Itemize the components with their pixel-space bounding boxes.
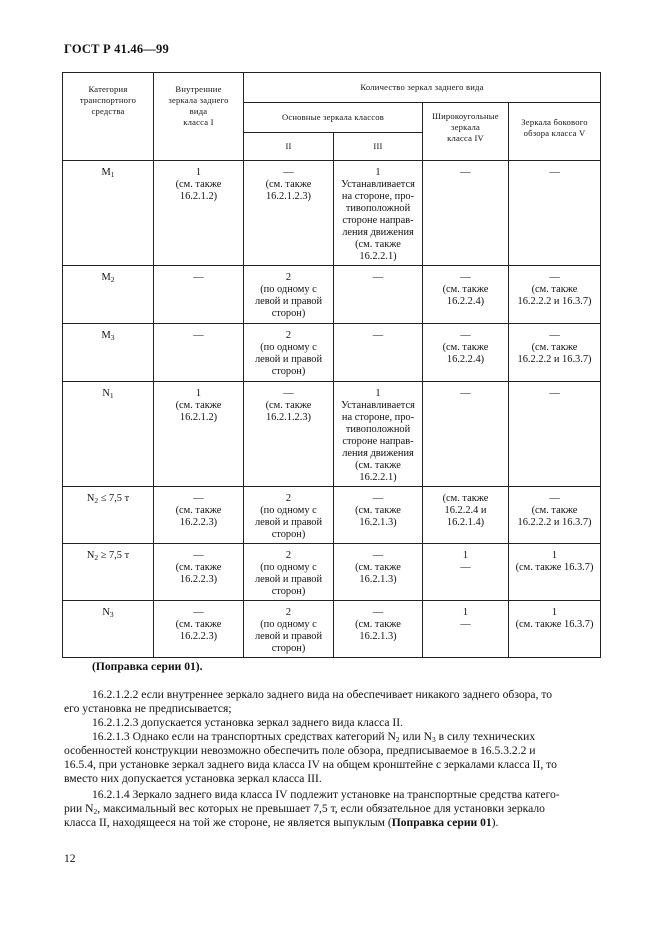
document-code: ГОСТ Р 41.46—99 bbox=[64, 42, 169, 56]
table-row bbox=[63, 382, 601, 487]
cell-line: — bbox=[549, 272, 560, 283]
cell-line: — bbox=[460, 388, 471, 399]
category-subscript: 3 bbox=[109, 610, 114, 619]
cell-line: стороне направ- bbox=[342, 215, 414, 226]
p2-line-1: 16.2.1.2.3 допускается установка зеркал заднего вида класса II. bbox=[92, 716, 404, 729]
cell-line: ления движения bbox=[342, 227, 414, 238]
interior-class-i-cell bbox=[154, 324, 244, 382]
mirrors-table bbox=[62, 72, 601, 658]
p4-text-a: рии N bbox=[64, 802, 94, 815]
class-v-cell bbox=[509, 544, 601, 601]
header-interior-lines bbox=[156, 84, 241, 128]
p3-line-2: особенностей конструкции невозможно обеспечить поле обзора, предписываемое в 16.5.3.2.2 и bbox=[64, 744, 536, 757]
cell-line: 2 bbox=[285, 607, 292, 618]
cell-line: (см. также bbox=[355, 562, 401, 573]
cell-line: — bbox=[460, 562, 471, 573]
cell-line: (см. также bbox=[175, 562, 222, 573]
cell-line: Устанавливается bbox=[341, 179, 415, 190]
cell-line: 1 bbox=[462, 550, 469, 561]
class-iv-cell bbox=[423, 544, 509, 601]
cell-line: (по одному с bbox=[260, 284, 317, 295]
category-subscript: 3 bbox=[110, 333, 115, 342]
table-row bbox=[63, 601, 601, 658]
class-ii-cell bbox=[244, 487, 334, 544]
cell-line: 16.2.2.2 и 16.3.7) bbox=[517, 296, 592, 307]
p3-line-3: 16.5.4, при установке зеркал заднего вида класса IV на общем кронштейне с зеркалами класса II, то bbox=[64, 758, 557, 771]
cell-line: 16.2.2.4) bbox=[446, 296, 485, 307]
vehicle-category-cell bbox=[63, 266, 154, 324]
cell-line: (см. также bbox=[175, 505, 222, 516]
category-subscript: 2 bbox=[110, 275, 115, 284]
cell-line: 16.2.1.2) bbox=[179, 191, 218, 202]
category-mass-limit: ≥ 7,5 т bbox=[98, 550, 130, 561]
category-subscript: 1 bbox=[109, 391, 114, 400]
cell-line: стороне направ- bbox=[342, 436, 414, 447]
cell-line: (см. также bbox=[265, 179, 312, 190]
cell-line: сторон) bbox=[271, 366, 306, 377]
cell-line: 16.2.1.3) bbox=[359, 631, 397, 642]
p3-sub-2: 3 bbox=[432, 735, 436, 744]
interior-class-i-cell bbox=[154, 266, 244, 324]
cell-line: — bbox=[372, 550, 384, 561]
category-letter: N bbox=[86, 493, 95, 504]
category-letter: M bbox=[101, 272, 111, 283]
category-letter: M bbox=[101, 167, 111, 178]
cell-line: на стороне, про- bbox=[341, 191, 415, 202]
header-rearview-count: Количество зеркал заднего вида bbox=[244, 73, 601, 103]
cell-line: 1 bbox=[195, 167, 202, 178]
p4-amendment-bold: Поправка серии 01 bbox=[391, 816, 492, 829]
cell-line: 16.2.2.1) bbox=[359, 251, 397, 262]
cell-line: сторон) bbox=[271, 643, 306, 654]
cell-line: 1 bbox=[195, 388, 202, 399]
cell-line: сторон) bbox=[271, 308, 306, 319]
class-iv-cell bbox=[423, 324, 509, 382]
header-wide-lines bbox=[425, 111, 506, 144]
class-ii-cell bbox=[244, 601, 334, 658]
class-iii-cell bbox=[334, 487, 423, 544]
vehicle-category-cell bbox=[63, 487, 154, 544]
interior-class-i-cell bbox=[154, 382, 244, 487]
header-line: Широкоугольные bbox=[432, 111, 499, 121]
cell-line: — bbox=[460, 272, 471, 283]
cell-line: — bbox=[193, 550, 204, 561]
class-iv-cell bbox=[423, 601, 509, 658]
class-v-cell bbox=[509, 266, 601, 324]
table-row bbox=[63, 487, 601, 544]
header-category bbox=[63, 73, 154, 161]
p3-line-1 bbox=[64, 730, 600, 744]
class-ii-cell bbox=[244, 382, 334, 487]
cell-line: — bbox=[193, 330, 204, 341]
cell-line: — bbox=[549, 493, 560, 504]
cell-line: 16.2.1.3) bbox=[359, 574, 397, 585]
mirrors-table-body bbox=[63, 73, 601, 658]
cell-line: 1 bbox=[551, 607, 558, 618]
p4-text-d: ). bbox=[491, 816, 499, 829]
cell-line: Устанавливается bbox=[341, 400, 415, 411]
class-iv-cell bbox=[423, 487, 509, 544]
vehicle-category-cell bbox=[63, 601, 154, 658]
class-v-cell bbox=[509, 324, 601, 382]
header-line: средства bbox=[91, 106, 125, 116]
cell-line: 16.2.2.4) bbox=[446, 354, 485, 365]
cell-line: 2 bbox=[285, 272, 292, 283]
cell-line: (см. также 16.3.7) bbox=[515, 619, 594, 630]
cell-line: — bbox=[283, 167, 294, 178]
table-row bbox=[63, 324, 601, 382]
interior-class-i-cell bbox=[154, 161, 244, 266]
page-number: 12 bbox=[64, 852, 76, 865]
p3-text-c: в силу технических bbox=[435, 730, 536, 743]
cell-line: 16.2.2.2 и 16.3.7) bbox=[517, 354, 592, 365]
class-iii-cell bbox=[334, 382, 423, 487]
header-class-ii: II bbox=[244, 133, 334, 161]
cell-line: — bbox=[193, 607, 204, 618]
p3-text-b: или N bbox=[399, 730, 432, 743]
cell-line: (по одному с bbox=[260, 342, 317, 353]
cell-line: 1 bbox=[375, 167, 381, 178]
class-iii-cell bbox=[334, 544, 423, 601]
p4-sub: 2 bbox=[93, 807, 98, 816]
header-interior-mirrors bbox=[154, 73, 244, 161]
cell-line: — bbox=[460, 167, 471, 178]
cell-line: — bbox=[372, 607, 384, 618]
p3-sub-1: 2 bbox=[395, 735, 400, 744]
cell-line: сторон) bbox=[271, 529, 306, 540]
cell-line: на стороне, про- bbox=[341, 412, 415, 423]
p4-line-1: 16.2.1.4 Зеркало заднего вида класса IV подлежит установке на транспортные средства катего- bbox=[92, 788, 560, 801]
header-line: Внутренние bbox=[175, 84, 222, 94]
cell-line: (см. также bbox=[175, 179, 222, 190]
cell-line: левой и правой bbox=[254, 631, 323, 642]
p4-text-c: класса II, находящееся на той же стороне, не является выпуклым ( bbox=[64, 816, 392, 829]
cell-line: — bbox=[549, 167, 560, 178]
cell-line: — bbox=[193, 272, 204, 283]
cell-line: (см. также bbox=[175, 400, 222, 411]
cell-line: 1 bbox=[462, 607, 469, 618]
paragraph-16-2-1-3 bbox=[64, 730, 600, 786]
header-line: Категория bbox=[88, 84, 128, 94]
p4-line-2 bbox=[64, 802, 600, 816]
cell-line: 16.2.2.2 и 16.3.7) bbox=[517, 517, 592, 528]
cell-line: 16.2.2.4 и bbox=[444, 505, 487, 516]
table-row bbox=[63, 161, 601, 266]
cell-line: 2 bbox=[285, 550, 292, 561]
cell-line: 1 bbox=[551, 550, 558, 561]
category-letter: N bbox=[102, 388, 110, 399]
header-wide-angle bbox=[423, 103, 509, 161]
class-ii-cell bbox=[244, 266, 334, 324]
cell-line: — bbox=[372, 272, 384, 283]
class-ii-cell bbox=[244, 544, 334, 601]
header-line: обзора класса V bbox=[523, 128, 586, 138]
cell-line: (по одному с bbox=[260, 505, 317, 516]
cell-line: (см. также 16.3.7) bbox=[515, 562, 594, 573]
cell-line: 16.2.2.3) bbox=[179, 517, 218, 528]
cell-line: (по одному с bbox=[260, 619, 317, 630]
header-class-iii: III bbox=[334, 133, 423, 161]
header-line: класса IV bbox=[447, 133, 484, 143]
cell-line: (см. также bbox=[355, 505, 401, 516]
category-letter: N bbox=[102, 607, 110, 618]
cell-line: 2 bbox=[285, 493, 292, 504]
cell-line: — bbox=[372, 330, 384, 341]
paragraph-16-2-1-4 bbox=[64, 788, 600, 830]
class-ii-cell bbox=[244, 161, 334, 266]
cell-line: (см. также bbox=[531, 505, 578, 516]
cell-line: 16.2.1.2.3) bbox=[265, 191, 312, 202]
class-iv-cell bbox=[423, 266, 509, 324]
table-row bbox=[63, 266, 601, 324]
cell-line: 16.2.2.3) bbox=[179, 631, 218, 642]
vehicle-category-cell bbox=[63, 324, 154, 382]
cell-line: 16.2.1.2) bbox=[179, 412, 218, 423]
cell-line: (см. также bbox=[355, 239, 401, 250]
header-side-lines bbox=[511, 117, 598, 139]
cell-line: 16.2.2.3) bbox=[179, 574, 218, 585]
cell-line: 16.2.1.4) bbox=[446, 517, 485, 528]
cell-line: 16.2.1.2.3) bbox=[265, 412, 312, 423]
cell-line: — bbox=[460, 330, 471, 341]
p4-line-3 bbox=[64, 816, 600, 830]
cell-line: 2 bbox=[285, 330, 292, 341]
class-iii-cell bbox=[334, 161, 423, 266]
cell-line: (см. также bbox=[531, 342, 578, 353]
vehicle-category-cell bbox=[63, 161, 154, 266]
cell-line: (см. также bbox=[355, 619, 401, 630]
class-ii-cell bbox=[244, 324, 334, 382]
cell-line: — bbox=[372, 493, 384, 504]
header-main-mirrors: Основные зеркала классов bbox=[244, 103, 423, 133]
header-line: транспортного bbox=[79, 95, 137, 105]
paragraph-16-2-1-2-3 bbox=[64, 716, 600, 730]
header-line: зеркала заднего bbox=[168, 95, 229, 105]
header-line: класса I bbox=[183, 117, 214, 127]
cell-line: (см. также bbox=[355, 460, 401, 471]
category-mass-limit: ≤ 7,5 т bbox=[98, 493, 130, 504]
p4-text-b: , максимальный вес которых не превышает 7,5 т, если обязательное для установки зеркало bbox=[97, 802, 545, 815]
cell-line: ления движения bbox=[342, 448, 414, 459]
cell-line: 16.2.1.3) bbox=[359, 517, 397, 528]
cell-line: (см. также bbox=[442, 493, 489, 504]
cell-line: — bbox=[193, 493, 204, 504]
class-iii-cell bbox=[334, 324, 423, 382]
header-category-lines bbox=[65, 84, 151, 117]
class-iv-cell bbox=[423, 161, 509, 266]
category-subscript: 2 bbox=[94, 496, 99, 505]
cell-line: (см. также bbox=[265, 400, 312, 411]
cell-line: — bbox=[549, 330, 560, 341]
cell-line: (см. также bbox=[531, 284, 578, 295]
vehicle-category-cell bbox=[63, 544, 154, 601]
paragraph-16-2-1-2-2 bbox=[64, 688, 600, 716]
cell-line: сторон) bbox=[271, 586, 306, 597]
amendment-note: (Поправка серии 01). bbox=[92, 660, 203, 673]
cell-line: 16.2.2.1) bbox=[359, 472, 397, 483]
cell-line: (см. также bbox=[442, 342, 489, 353]
cell-line: — bbox=[460, 619, 471, 630]
p1-line-2: его установка не предписывается; bbox=[64, 702, 232, 715]
table-row bbox=[63, 544, 601, 601]
p1-line-1: 16.2.1.2.2 если внутреннее зеркало заднего вида на обеспечивает никакого заднего обзора, то bbox=[92, 688, 553, 701]
class-v-cell bbox=[509, 161, 601, 266]
category-subscript: 2 bbox=[94, 553, 99, 562]
header-line: Зеркала бокового bbox=[521, 117, 588, 127]
class-iv-cell bbox=[423, 382, 509, 487]
category-letter: N bbox=[86, 550, 95, 561]
interior-class-i-cell bbox=[154, 601, 244, 658]
class-iii-cell bbox=[334, 601, 423, 658]
class-v-cell bbox=[509, 487, 601, 544]
interior-class-i-cell bbox=[154, 544, 244, 601]
cell-line: левой и правой bbox=[254, 574, 323, 585]
cell-line: левой и правой bbox=[254, 354, 323, 365]
cell-line: левой и правой bbox=[254, 517, 323, 528]
cell-line: (см. также bbox=[175, 619, 222, 630]
vehicle-category-cell bbox=[63, 382, 154, 487]
p3-line-4: вместо них допускается установка зеркал класса III. bbox=[64, 772, 322, 785]
cell-line: 1 bbox=[375, 388, 381, 399]
cell-line: тивоположной bbox=[345, 424, 411, 435]
category-letter: M bbox=[101, 330, 111, 341]
class-v-cell bbox=[509, 382, 601, 487]
cell-line: тивоположной bbox=[345, 203, 411, 214]
interior-class-i-cell bbox=[154, 487, 244, 544]
cell-line: (по одному с bbox=[260, 562, 317, 573]
cell-line: — bbox=[549, 388, 560, 399]
p3-text-a: 16.2.1.3 Однако если на транспортных средствах категорий N bbox=[92, 730, 396, 743]
header-line: вида bbox=[189, 106, 208, 116]
class-iii-cell bbox=[334, 266, 423, 324]
header-line: зеркала bbox=[451, 122, 480, 132]
cell-line: левой и правой bbox=[254, 296, 323, 307]
cell-line: (см. также bbox=[442, 284, 489, 295]
cell-line: — bbox=[283, 388, 294, 399]
category-subscript: 1 bbox=[110, 170, 115, 179]
class-v-cell bbox=[509, 601, 601, 658]
header-side-view bbox=[509, 103, 601, 161]
